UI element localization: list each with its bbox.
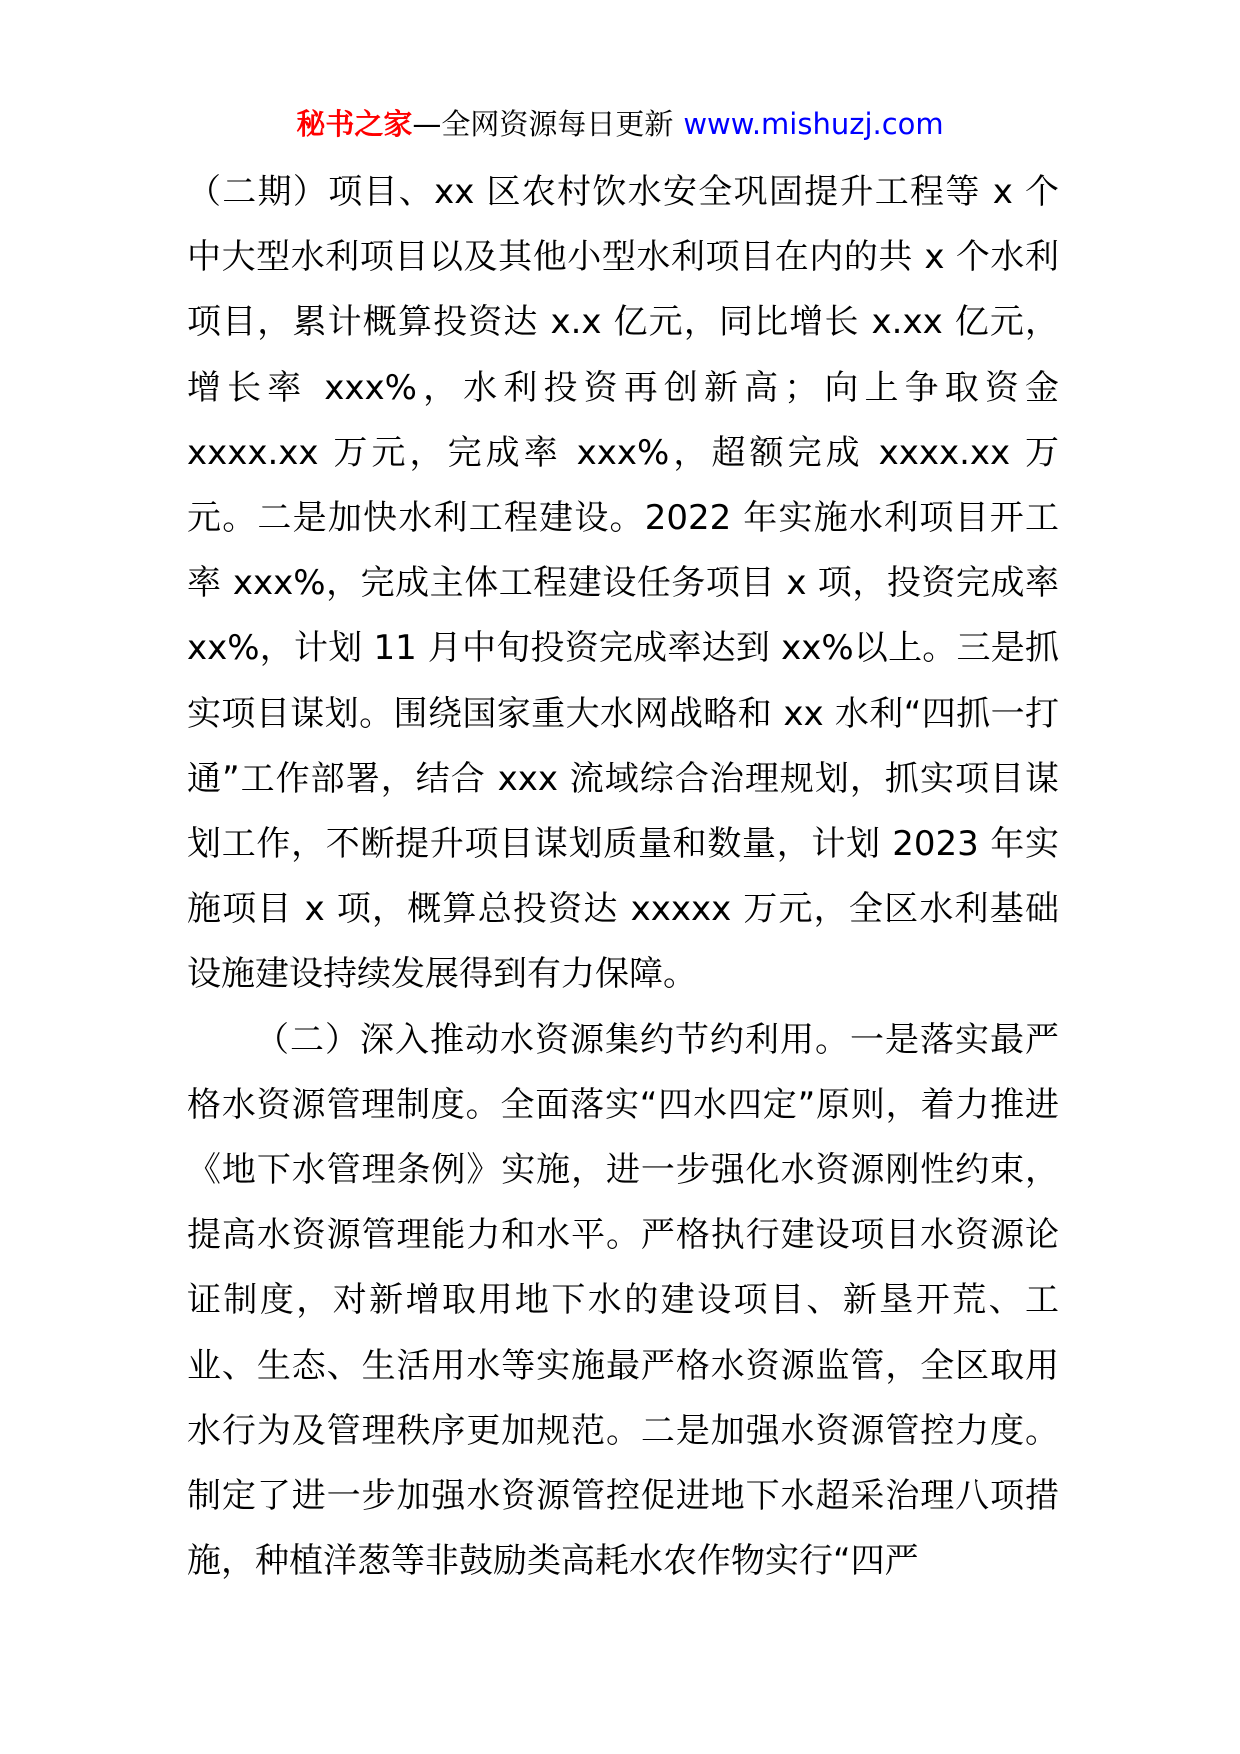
page-header	[0, 104, 1240, 144]
header-tagline: —全网资源每日更新	[412, 107, 674, 141]
paragraph-section-2: （二）深入推动水资源集约节约利用。一是落实最严格水资源管理制度。全面落实“四水四定”原则，着力推进《地下水管理条例》实施，进一步强化水资源刚性约束，提高水资源管理能力和水平。严格执行建设项目水资源论证制度，对新增取用地下水的建设项目、新垦开荒、工业、生态、生活用水等实施最严格水资源监管，全区取用水行为及管理秩序更加规范。二是加强水资源管控力度。制定了进一步加强水资源管控促进地下水超采治理八项措施，种植洋葱等非鼓励类高耗水农作物实行“四严	[187, 1019, 1059, 1582]
paragraph-continuation: （二期）项目、xx 区农村饮水安全巩固提升工程等 x 个中大型水利项目以及其他小型水利项目在内的共 x 个水利项目，累计概算投资达 x.x 亿元，同比增长 x.xx 亿元，增长率 xxx%，水利投资再创新高；向上争取资金 xxxx.xx 万元，完成率 xxx%，超额完成 xxxx.xx 万元。二是加快水利工程建设。2022 年实施水利项目开工率 xxx%，完成主体工程建设任务项目 x 项，投资完成率 xx%，计划 11 月中旬投资完成率达到 xx%以上。三是抓实项目谋划。围绕国家重大水网战略和 xx 水利“四抓一打通”工作部署，结合 xxx 流域综合治理规划，抓实项目谋划工作，不断提升项目谋划质量和数量，计划 2023 年实施项目 x 项，概算总投资达 xxxxx 万元，全区水利基础设施建设持续发展得到有力保障。	[187, 172, 1059, 995]
brand-name: 秘书之家	[296, 107, 413, 141]
document-body	[187, 160, 1059, 1594]
site-url-link[interactable]: www.mishuzj.com	[683, 107, 944, 141]
